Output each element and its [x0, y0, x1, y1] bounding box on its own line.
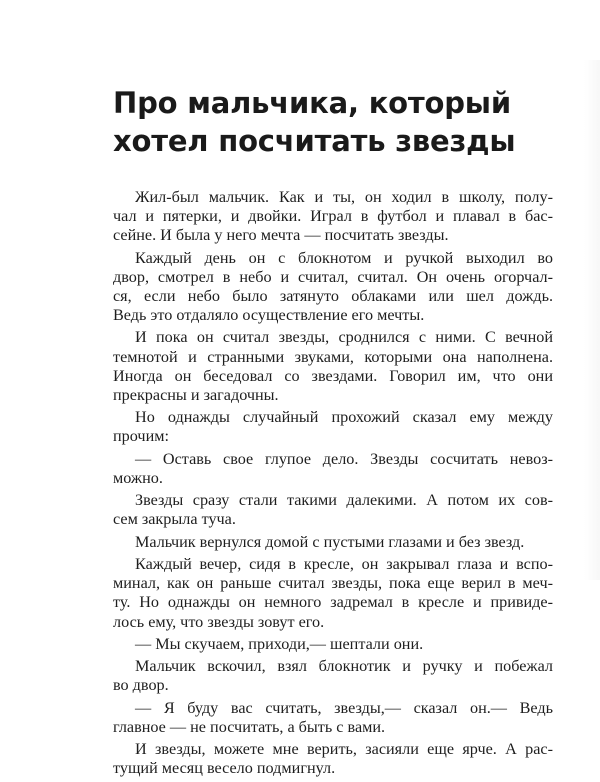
- text-line: во двор.: [113, 676, 169, 695]
- text-line: можно.: [113, 468, 163, 487]
- text-line: Но однажды случайный прохожий сказал ему между: [135, 408, 553, 427]
- text-line: прочим:: [113, 427, 169, 446]
- text-line: лось ему, что звезды зовут его.: [113, 612, 325, 631]
- paragraph: [113, 188, 553, 245]
- text-line: ся, если небо было затянуто облаками или шел дождь.: [113, 286, 553, 305]
- text-line: Ведь это отдаляло осуществление его мечты.: [113, 306, 425, 325]
- text-line: — Я буду вас считать, звезды,— сказал он.— Ведь: [135, 698, 553, 717]
- paragraph: [113, 699, 553, 737]
- text-line: И звезды, можете мне верить, засияли еще ярче. А рас-: [135, 740, 553, 759]
- title-line-2: хотел посчитать звезды: [113, 124, 516, 158]
- text-line: Мальчик вернулся домой с пустыми глазами и без звезд.: [135, 532, 525, 551]
- text-line: — Мы скучаем, приходи,— шептали они.: [135, 634, 424, 653]
- text-line: — Оставь свое глупое дело. Звезды сосчитать невоз-: [135, 449, 553, 468]
- paragraph: [113, 450, 553, 488]
- text-line: Иногда он беседовал со звездами. Говорил им, что они: [113, 366, 553, 385]
- text-line: Звезды сразу стали такими далекими. А потом их сов-: [135, 491, 553, 510]
- paragraph: [113, 533, 553, 552]
- paragraph: [113, 555, 553, 632]
- paragraph: [113, 408, 553, 446]
- text-line: Каждый вечер, сидя в кресле, он закрывал глаза и вспо-: [135, 555, 553, 574]
- story-body: [113, 188, 553, 782]
- paragraph: [113, 740, 553, 778]
- text-line: темнотой и странными звуками, которыми она наполнена.: [113, 347, 553, 366]
- text-line: ту. Но однажды он немного задремал в кресле и привиде-: [113, 593, 553, 612]
- paragraph: [113, 657, 553, 695]
- text-line: Мальчик вскочил, взял блокнотик и ручку и побежал: [135, 657, 553, 676]
- paragraph: [113, 635, 553, 654]
- text-line: чал и пятерки, и двойки. Играл в футбол и плавал в бас-: [113, 207, 553, 226]
- text-line: минал, как он раньше считал звезды, пока еще верил в меч-: [113, 574, 553, 593]
- text-line: Каждый день он с блокнотом и ручкой выходил во: [135, 248, 553, 267]
- paragraph: [113, 328, 553, 405]
- text-line: двор, смотрел в небо и считал, считал. Он очень огорчал-: [113, 267, 553, 286]
- text-line: тущий месяц весело подмигнул.: [113, 759, 336, 778]
- title-line-1: Про мальчика, который: [113, 86, 511, 120]
- paragraph: [113, 491, 553, 529]
- page-title: [113, 84, 553, 160]
- text-line: главное — не посчитать, а быть с вами.: [113, 717, 386, 736]
- text-line: прекрасны и загадочны.: [113, 385, 279, 404]
- text-line: Жил-был мальчик. Как и ты, он ходил в школу, полу-: [135, 188, 553, 206]
- text-line: сем закрыла туча.: [113, 510, 236, 529]
- page-edge-shadow: [584, 60, 600, 580]
- paragraph: [113, 249, 553, 326]
- text-line: сейне. И была у него мечта — посчитать звезды.: [113, 226, 449, 245]
- text-line: И пока он считал звезды, сроднился с ними. С вечной: [135, 328, 553, 347]
